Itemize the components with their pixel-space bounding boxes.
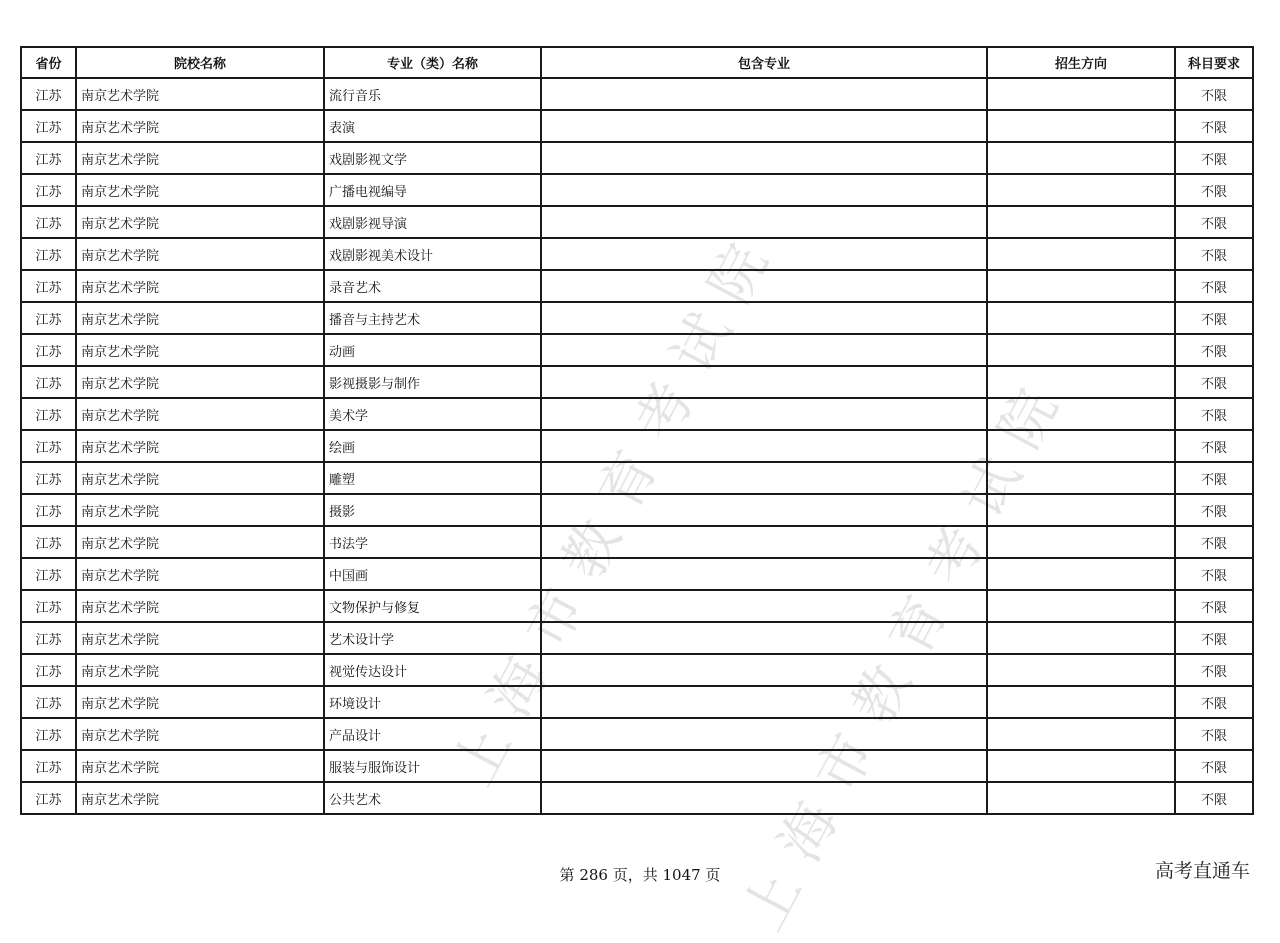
- province-cell: 江苏: [21, 238, 76, 270]
- province-cell: 江苏: [21, 174, 76, 206]
- major-name-cell: 流行音乐: [324, 78, 541, 110]
- school-name-cell: 南京艺术学院: [76, 750, 324, 782]
- table-row: [21, 302, 1253, 334]
- school-name-cell: 南京艺术学院: [76, 174, 324, 206]
- school-name-cell: 南京艺术学院: [76, 398, 324, 430]
- included-majors-cell: [541, 110, 987, 142]
- included-majors-cell: [541, 174, 987, 206]
- subject-requirement-cell: 不限: [1175, 622, 1253, 654]
- subject-requirement-cell: 不限: [1175, 462, 1253, 494]
- included-majors-cell: [541, 654, 987, 686]
- enrollment-direction-cell: [987, 238, 1175, 270]
- major-name-cell: 产品设计: [324, 718, 541, 750]
- enrollment-direction-cell: [987, 142, 1175, 174]
- table-header-row: [21, 47, 1253, 78]
- school-name-cell: 南京艺术学院: [76, 558, 324, 590]
- included-majors-cell: [541, 206, 987, 238]
- subject-requirement-cell: 不限: [1175, 334, 1253, 366]
- header-included-majors: 包含专业: [541, 47, 987, 78]
- table-row: [21, 398, 1253, 430]
- table-row: [21, 238, 1253, 270]
- province-cell: 江苏: [21, 718, 76, 750]
- table-row: [21, 558, 1253, 590]
- school-name-cell: 南京艺术学院: [76, 110, 324, 142]
- watermark: 上海市教育考试院: [730, 359, 1081, 942]
- major-name-cell: 艺术设计学: [324, 622, 541, 654]
- subject-requirement-cell: 不限: [1175, 206, 1253, 238]
- header-enrollment-direction: 招生方向: [987, 47, 1175, 78]
- enrollment-direction-cell: [987, 78, 1175, 110]
- subject-requirement-cell: 不限: [1175, 430, 1253, 462]
- table-row: [21, 494, 1253, 526]
- school-name-cell: 南京艺术学院: [76, 366, 324, 398]
- enrollment-direction-cell: [987, 174, 1175, 206]
- province-cell: 江苏: [21, 398, 76, 430]
- school-name-cell: 南京艺术学院: [76, 302, 324, 334]
- table-row: [21, 78, 1253, 110]
- corner-logo-text: 高考直通车: [1154, 860, 1250, 882]
- header-major-name: 专业（类）名称: [324, 47, 541, 78]
- major-name-cell: 服装与服饰设计: [324, 750, 541, 782]
- included-majors-cell: [541, 782, 987, 814]
- province-cell: 江苏: [21, 558, 76, 590]
- enrollment-direction-cell: [987, 558, 1175, 590]
- school-name-cell: 南京艺术学院: [76, 686, 324, 718]
- subject-requirement-cell: 不限: [1175, 78, 1253, 110]
- province-cell: 江苏: [21, 686, 76, 718]
- major-name-cell: 录音艺术: [324, 270, 541, 302]
- enrollment-direction-cell: [987, 686, 1175, 718]
- major-name-cell: 表演: [324, 110, 541, 142]
- school-name-cell: 南京艺术学院: [76, 334, 324, 366]
- included-majors-cell: [541, 238, 987, 270]
- watermark: 上海市教育考试院: [440, 214, 791, 797]
- province-cell: 江苏: [21, 110, 76, 142]
- province-cell: 江苏: [21, 78, 76, 110]
- subject-requirement-cell: 不限: [1175, 718, 1253, 750]
- included-majors-cell: [541, 558, 987, 590]
- table-row: [21, 622, 1253, 654]
- major-name-cell: 戏剧影视导演: [324, 206, 541, 238]
- table-row: [21, 430, 1253, 462]
- major-name-cell: 书法学: [324, 526, 541, 558]
- enrollment-direction-cell: [987, 494, 1175, 526]
- province-cell: 江苏: [21, 494, 76, 526]
- enrollment-direction-cell: [987, 206, 1175, 238]
- school-name-cell: 南京艺术学院: [76, 526, 324, 558]
- school-name-cell: 南京艺术学院: [76, 494, 324, 526]
- subject-requirement-cell: 不限: [1175, 558, 1253, 590]
- subject-requirement-cell: 不限: [1175, 686, 1253, 718]
- table-row: [21, 782, 1253, 814]
- subject-requirement-cell: 不限: [1175, 750, 1253, 782]
- included-majors-cell: [541, 686, 987, 718]
- enrollment-direction-cell: [987, 430, 1175, 462]
- included-majors-cell: [541, 494, 987, 526]
- school-name-cell: 南京艺术学院: [76, 238, 324, 270]
- province-cell: 江苏: [21, 142, 76, 174]
- province-cell: 江苏: [21, 430, 76, 462]
- header-province: 省份: [21, 47, 76, 78]
- subject-requirement-cell: 不限: [1175, 302, 1253, 334]
- major-name-cell: 环境设计: [324, 686, 541, 718]
- school-name-cell: 南京艺术学院: [76, 654, 324, 686]
- subject-requirement-cell: 不限: [1175, 526, 1253, 558]
- subject-requirement-cell: 不限: [1175, 366, 1253, 398]
- header-school-name: 院校名称: [76, 47, 324, 78]
- page-number: 第 286 页，共 1047 页: [559, 866, 721, 884]
- subject-requirement-cell: 不限: [1175, 494, 1253, 526]
- table-row: [21, 718, 1253, 750]
- included-majors-cell: [541, 366, 987, 398]
- table-row: [21, 270, 1253, 302]
- included-majors-cell: [541, 270, 987, 302]
- subject-requirement-cell: 不限: [1175, 398, 1253, 430]
- included-majors-cell: [541, 142, 987, 174]
- subject-requirement-cell: 不限: [1175, 590, 1253, 622]
- enrollment-direction-cell: [987, 302, 1175, 334]
- major-name-cell: 公共艺术: [324, 782, 541, 814]
- included-majors-cell: [541, 398, 987, 430]
- included-majors-cell: [541, 526, 987, 558]
- major-name-cell: 戏剧影视文学: [324, 142, 541, 174]
- major-name-cell: 中国画: [324, 558, 541, 590]
- enrollment-direction-cell: [987, 718, 1175, 750]
- subject-requirement-cell: 不限: [1175, 174, 1253, 206]
- table-row: [21, 206, 1253, 238]
- enrollment-direction-cell: [987, 782, 1175, 814]
- school-name-cell: 南京艺术学院: [76, 78, 324, 110]
- school-name-cell: 南京艺术学院: [76, 590, 324, 622]
- major-name-cell: 视觉传达设计: [324, 654, 541, 686]
- enrollment-direction-cell: [987, 590, 1175, 622]
- major-name-cell: 绘画: [324, 430, 541, 462]
- included-majors-cell: [541, 718, 987, 750]
- province-cell: 江苏: [21, 526, 76, 558]
- major-name-cell: 雕塑: [324, 462, 541, 494]
- school-name-cell: 南京艺术学院: [76, 142, 324, 174]
- enrollment-direction-cell: [987, 622, 1175, 654]
- subject-requirement-cell: 不限: [1175, 782, 1253, 814]
- table-row: [21, 142, 1253, 174]
- enrollment-direction-cell: [987, 110, 1175, 142]
- table-row: [21, 654, 1253, 686]
- major-name-cell: 影视摄影与制作: [324, 366, 541, 398]
- major-name-cell: 美术学: [324, 398, 541, 430]
- province-cell: 江苏: [21, 206, 76, 238]
- table-row: [21, 110, 1253, 142]
- table-row: [21, 366, 1253, 398]
- enrollment-direction-cell: [987, 398, 1175, 430]
- header-subject-requirement: 科目要求: [1175, 47, 1253, 78]
- major-name-cell: 动画: [324, 334, 541, 366]
- table-row: [21, 590, 1253, 622]
- major-name-cell: 广播电视编导: [324, 174, 541, 206]
- enrollment-direction-cell: [987, 334, 1175, 366]
- province-cell: 江苏: [21, 782, 76, 814]
- enrollment-direction-cell: [987, 366, 1175, 398]
- school-name-cell: 南京艺术学院: [76, 462, 324, 494]
- province-cell: 江苏: [21, 750, 76, 782]
- enrollment-direction-cell: [987, 654, 1175, 686]
- major-name-cell: 戏剧影视美术设计: [324, 238, 541, 270]
- subject-requirement-cell: 不限: [1175, 110, 1253, 142]
- subject-requirement-cell: 不限: [1175, 270, 1253, 302]
- school-name-cell: 南京艺术学院: [76, 206, 324, 238]
- school-name-cell: 南京艺术学院: [76, 782, 324, 814]
- table-row: [21, 750, 1253, 782]
- included-majors-cell: [541, 590, 987, 622]
- school-name-cell: 南京艺术学院: [76, 430, 324, 462]
- included-majors-cell: [541, 622, 987, 654]
- enrollment-direction-cell: [987, 750, 1175, 782]
- included-majors-cell: [541, 78, 987, 110]
- admission-table: [20, 46, 1254, 815]
- included-majors-cell: [541, 302, 987, 334]
- table-row: [21, 686, 1253, 718]
- included-majors-cell: [541, 750, 987, 782]
- subject-requirement-cell: 不限: [1175, 654, 1253, 686]
- subject-requirement-cell: 不限: [1175, 142, 1253, 174]
- province-cell: 江苏: [21, 462, 76, 494]
- table-row: [21, 462, 1253, 494]
- major-name-cell: 摄影: [324, 494, 541, 526]
- major-name-cell: 播音与主持艺术: [324, 302, 541, 334]
- school-name-cell: 南京艺术学院: [76, 718, 324, 750]
- school-name-cell: 南京艺术学院: [76, 270, 324, 302]
- enrollment-direction-cell: [987, 462, 1175, 494]
- table-row: [21, 526, 1253, 558]
- table-row: [21, 174, 1253, 206]
- major-name-cell: 文物保护与修复: [324, 590, 541, 622]
- included-majors-cell: [541, 430, 987, 462]
- table-row: [21, 334, 1253, 366]
- included-majors-cell: [541, 462, 987, 494]
- province-cell: 江苏: [21, 654, 76, 686]
- province-cell: 江苏: [21, 270, 76, 302]
- subject-requirement-cell: 不限: [1175, 238, 1253, 270]
- province-cell: 江苏: [21, 302, 76, 334]
- school-name-cell: 南京艺术学院: [76, 622, 324, 654]
- province-cell: 江苏: [21, 334, 76, 366]
- enrollment-direction-cell: [987, 526, 1175, 558]
- included-majors-cell: [541, 334, 987, 366]
- enrollment-direction-cell: [987, 270, 1175, 302]
- province-cell: 江苏: [21, 366, 76, 398]
- province-cell: 江苏: [21, 622, 76, 654]
- province-cell: 江苏: [21, 590, 76, 622]
